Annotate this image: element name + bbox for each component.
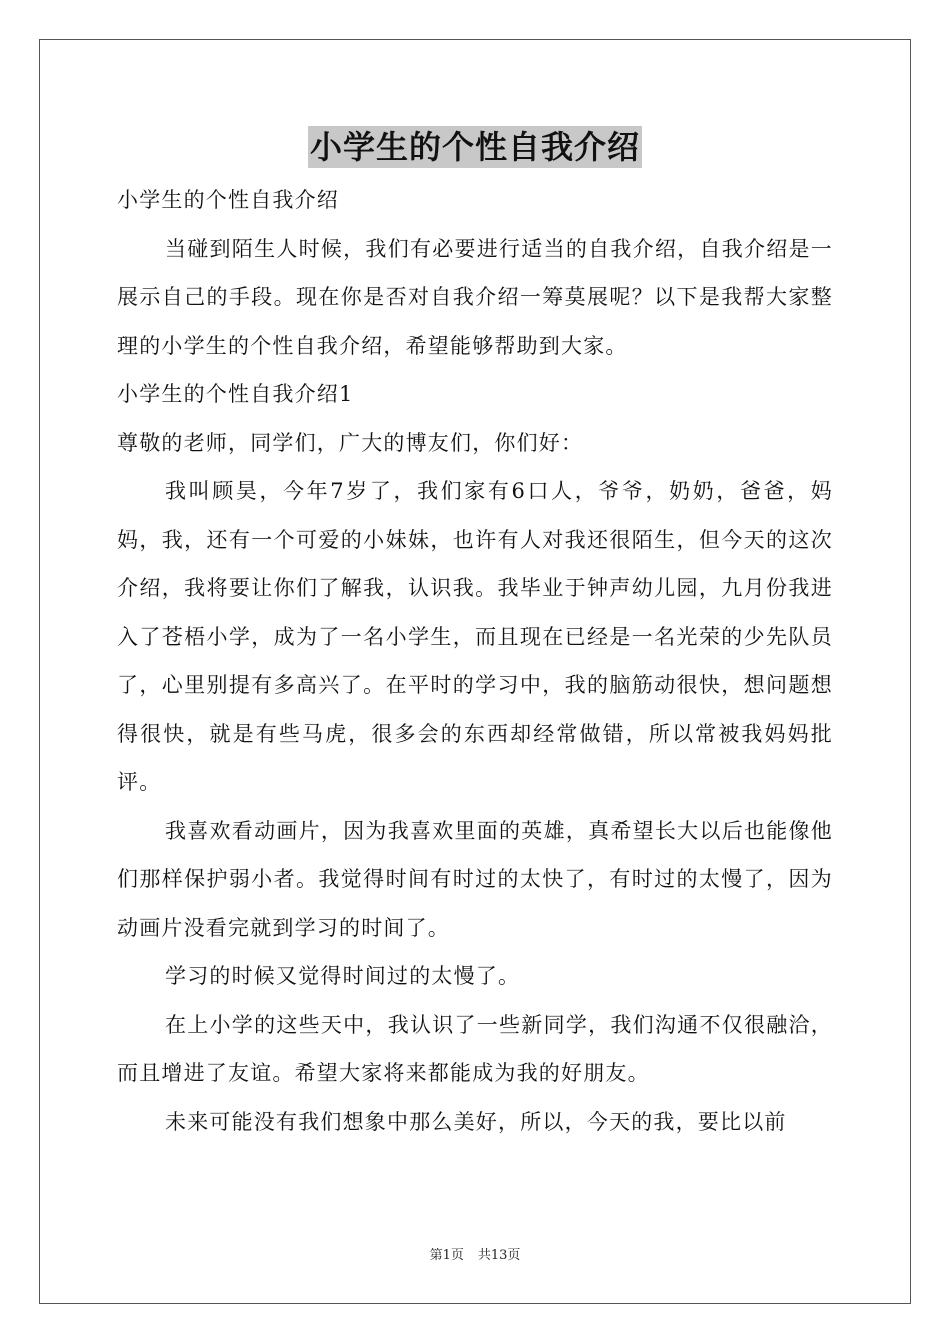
section-heading: 小学生的个性自我介绍1 [117,382,354,406]
paragraph-subtitle: 小学生的个性自我介绍 [117,188,339,212]
paragraph-greeting: 尊敬的老师，同学们，广大的博友们，你们好： [117,430,584,455]
page-footer [0,1247,950,1265]
title-container [0,126,950,168]
paragraph-study-time: 学习的时候又觉得时间过的太慢了。 [165,964,521,988]
paragraph-future: 未来可能没有我们想象中那么美好，所以，今天的我，要比以前 [165,1109,787,1134]
paragraph-classmates: 在上小学的这些天中，我认识了一些新同学，我们沟通不仅很融洽，而且增进了友谊。希望大家将来都能成为我的好朋友。 [117,1012,833,1085]
paragraph-hobbies: 我喜欢看动画片，因为我喜欢里面的英雄，真希望长大以后也能像他们那样保护弱小者。我觉得时间有时过的太快了，有时过的太慢了，因为动画片没看完就到学习的时间了。 [117,818,833,940]
document-body [117,176,833,1146]
document-title: 小学生的个性自我介绍 [309,128,640,166]
paragraph-self-description: 我叫顾昊，今年7岁了，我们家有6口人，爷爷，奶奶，爸爸，妈妈，我，还有一个可爱的小妹妹，也许有人对我还很陌生，但今天的这次介绍，我将要让你们了解我，认识我。我毕业于钟声幼儿园，九月份我进入了苍梧小学，成为了一名小学生，而且现在已经是一名光荣的少先队员了，心里别提有多高兴了。在平时的学习中，我的脑筋动很快，想问题想得很快，就是有些马虎，很多会的东西却经常做错，所以常被我妈妈批评。 [117,479,833,794]
page-number: 第1页 [429,1248,464,1263]
page-total: 共13页 [477,1248,521,1263]
paragraph-intro: 当碰到陌生人时候，我们有必要进行适当的自我介绍，自我介绍是一展示自己的手段。现在你是否对自我介绍一筹莫展呢？以下是我帮大家整理的小学生的个性自我介绍，希望能够帮助到大家。 [117,236,833,358]
